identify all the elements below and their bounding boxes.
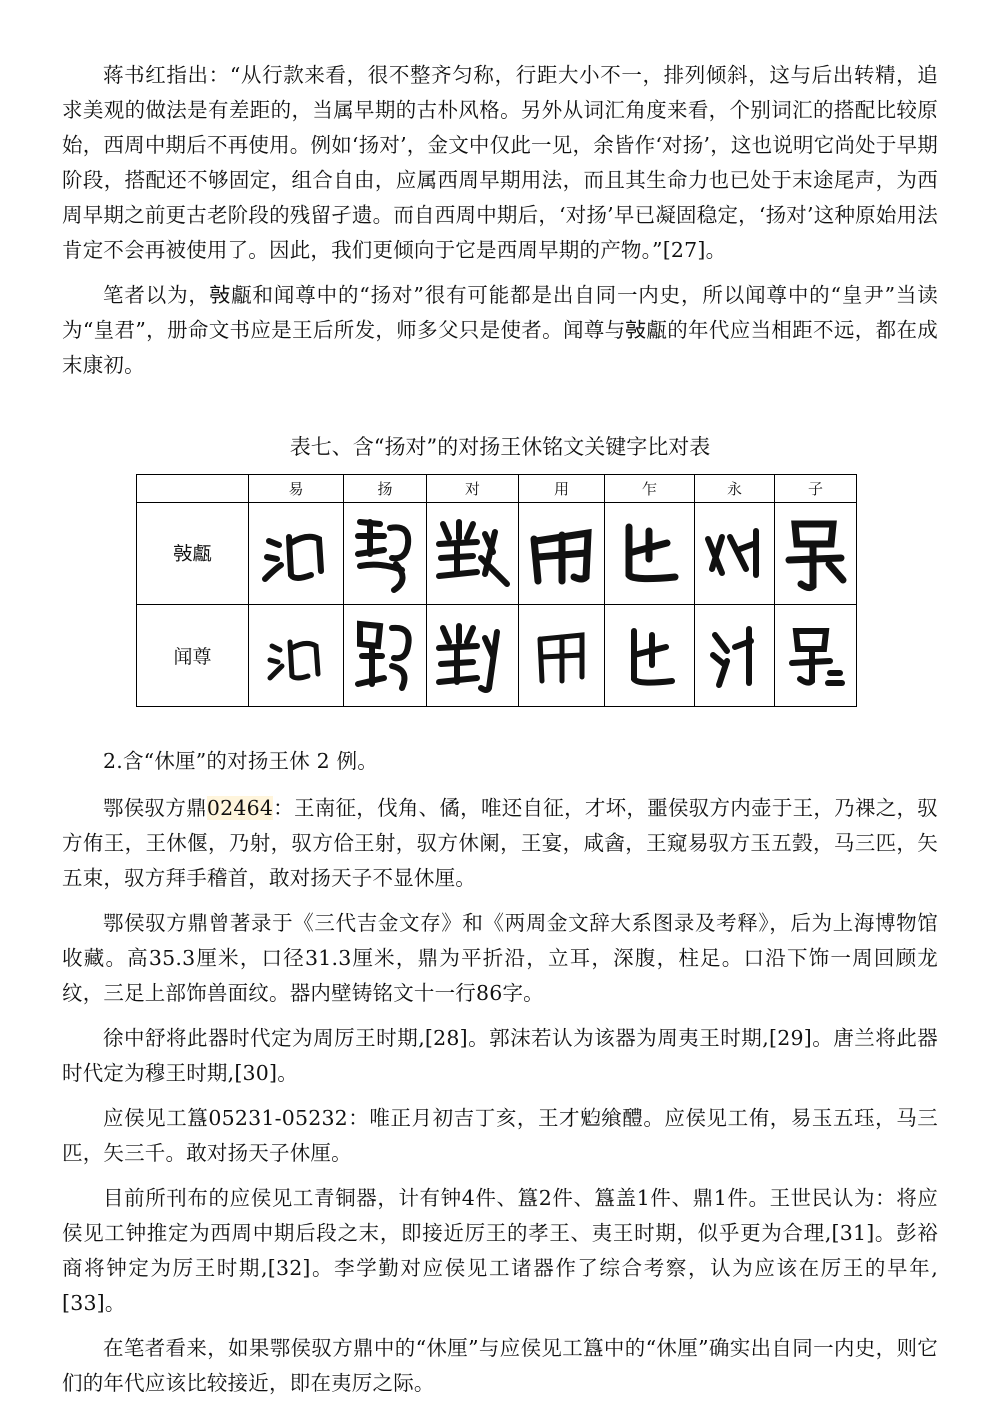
glyph-wen-yong-eternal bbox=[695, 605, 775, 707]
table-caption: 表七、含“扬对”的对扬王休铭文关键字比对表 bbox=[289, 435, 711, 459]
header-zi: 子 bbox=[775, 475, 857, 503]
glyph-yan-yi bbox=[249, 503, 344, 605]
table-header-row bbox=[137, 475, 857, 503]
page bbox=[62, 58, 938, 1395]
header-yang: 扬 bbox=[344, 475, 427, 503]
lower-section bbox=[62, 744, 938, 1411]
paragraph-ehou-collection: 鄂侯驭方鼎曾著录于《三代吉金文存》和《两周金文辞大系图录及考释》，后为上海博物馆收藏。高35.3厘米，口径31.3厘米，鼎为平折沿，立耳，深腹，柱足。口沿下饰一周回顾龙纹，三足上部饰兽面纹。器内壁铸铭文十一行86字。 bbox=[62, 911, 938, 1005]
highlighted-code: 02464 bbox=[206, 796, 274, 820]
header-dui: 对 bbox=[427, 475, 519, 503]
table-row bbox=[137, 503, 857, 605]
section-heading: 2.含“休厘”的对扬王休 2 例。 bbox=[103, 749, 378, 773]
text-prefix: 鄂侯驭方鼎 bbox=[103, 796, 207, 820]
glyph-yan-zi bbox=[775, 503, 857, 605]
glyph-wen-yi bbox=[249, 605, 344, 707]
paragraph-dating-views: 徐中舒将此器时代定为周厉王时期,[28]。郭沫若认为该器为周夷王时期,[29]。唐兰将此器时代定为穆王时期,[30]。 bbox=[62, 1026, 938, 1085]
glyph-wen-yong bbox=[519, 605, 605, 707]
table-row bbox=[137, 605, 857, 707]
glyph-yan-yong-eternal bbox=[695, 503, 775, 605]
paragraph-yinghou-inscription: 应侯见工簋05231-05232：唯正月初吉丁亥，王才𩲃飨醴。应侯见工侑，易玉五珏，马三匹，矢三千。敢对扬天子休厘。 bbox=[62, 1106, 938, 1165]
paragraph-yinghou-bronzes: 目前所刊布的应侯见工青铜器，计有钟4件、簋2件、簋盖1件、鼎1件。王世民认为：将应侯见工钟推定为西周中期后段之末，即接近厉王的孝王、夷王时期，似乎更为合理,[31]。彭裕商将钟定为厉王时期,[32]。李学勤对应侯见工诸器作了综合考察，认为应该在厉王的早年,[33]。 bbox=[62, 1186, 938, 1315]
header-yi: 易 bbox=[249, 475, 344, 503]
glyph-wen-yang bbox=[344, 605, 427, 707]
header-blank bbox=[137, 475, 249, 503]
comparison-table bbox=[136, 474, 857, 707]
glyph-yan-yang bbox=[344, 503, 427, 605]
row-label-wen: 闻尊 bbox=[137, 605, 249, 707]
header-yong: 用 bbox=[519, 475, 605, 503]
glyph-wen-zuo bbox=[605, 605, 695, 707]
paragraph-jiang-quote: 蒋书红指出：“从行款来看，很不整齐匀称，行距大小不一，排列倾斜，这与后出转精，追求美观的做法是有差距的，当属早期的古朴风格。另外从词汇角度来看，个别词汇的搭配比较原始，西周中期后不再使用。例如‘扬对’，金文中仅此一见，余皆作‘对扬’，这也说明它尚处于早期阶段，搭配还不够固定，组合自由，应属西周早期用法，而且其生命力也已处于末途尾声，为西周早期之前更古老阶段的残留孑遗。而自西周中期后，‘对扬’早已凝固稳定，‘扬对’这种原始用法肯定不会再被使用了。因此，我们更倾向于它是西周早期的产物。”[27]。 bbox=[62, 63, 938, 262]
paragraph-author-view: 笔者以为，𢾊甗和闻尊中的“扬对”很有可能都是出自同一内史，所以闻尊中的“皇尹”当读为“皇君”，册命文书应是王后所发，师多父只是使者。闻尊与𢾊甗的年代应当相距不远，都在成末康初。 bbox=[62, 283, 938, 377]
paragraph-ehou-inscription bbox=[62, 791, 938, 896]
paragraph-conclusion: 在笔者看来，如果鄂侯驭方鼎中的“休厘”与应侯见工簋中的“休厘”确实出自同一内史，则它们的年代应该比较接近，即在夷厉之际。 bbox=[62, 1336, 938, 1395]
glyph-yan-zuo bbox=[605, 503, 695, 605]
glyph-wen-zi bbox=[775, 605, 857, 707]
header-zuo: 乍 bbox=[605, 475, 695, 503]
header-yong-eternal: 永 bbox=[695, 475, 775, 503]
glyph-yan-dui bbox=[427, 503, 519, 605]
glyph-yan-yong bbox=[519, 503, 605, 605]
glyph-wen-dui bbox=[427, 605, 519, 707]
row-label-yan: 𢾊甗 bbox=[137, 503, 249, 605]
text-rest: ：王南征，伐角、僪，唯还自征，才坏，噩侯驭方内壶于王，乃祼之，驭方侑王，王休偃，乃射，驭方佮王射，驭方休阑，王宴，咸酓，王窥易驭方玉五瑴，马三匹，矢五束，驭方拜手稽首，敢对扬天子不显休厘。 bbox=[62, 796, 938, 890]
